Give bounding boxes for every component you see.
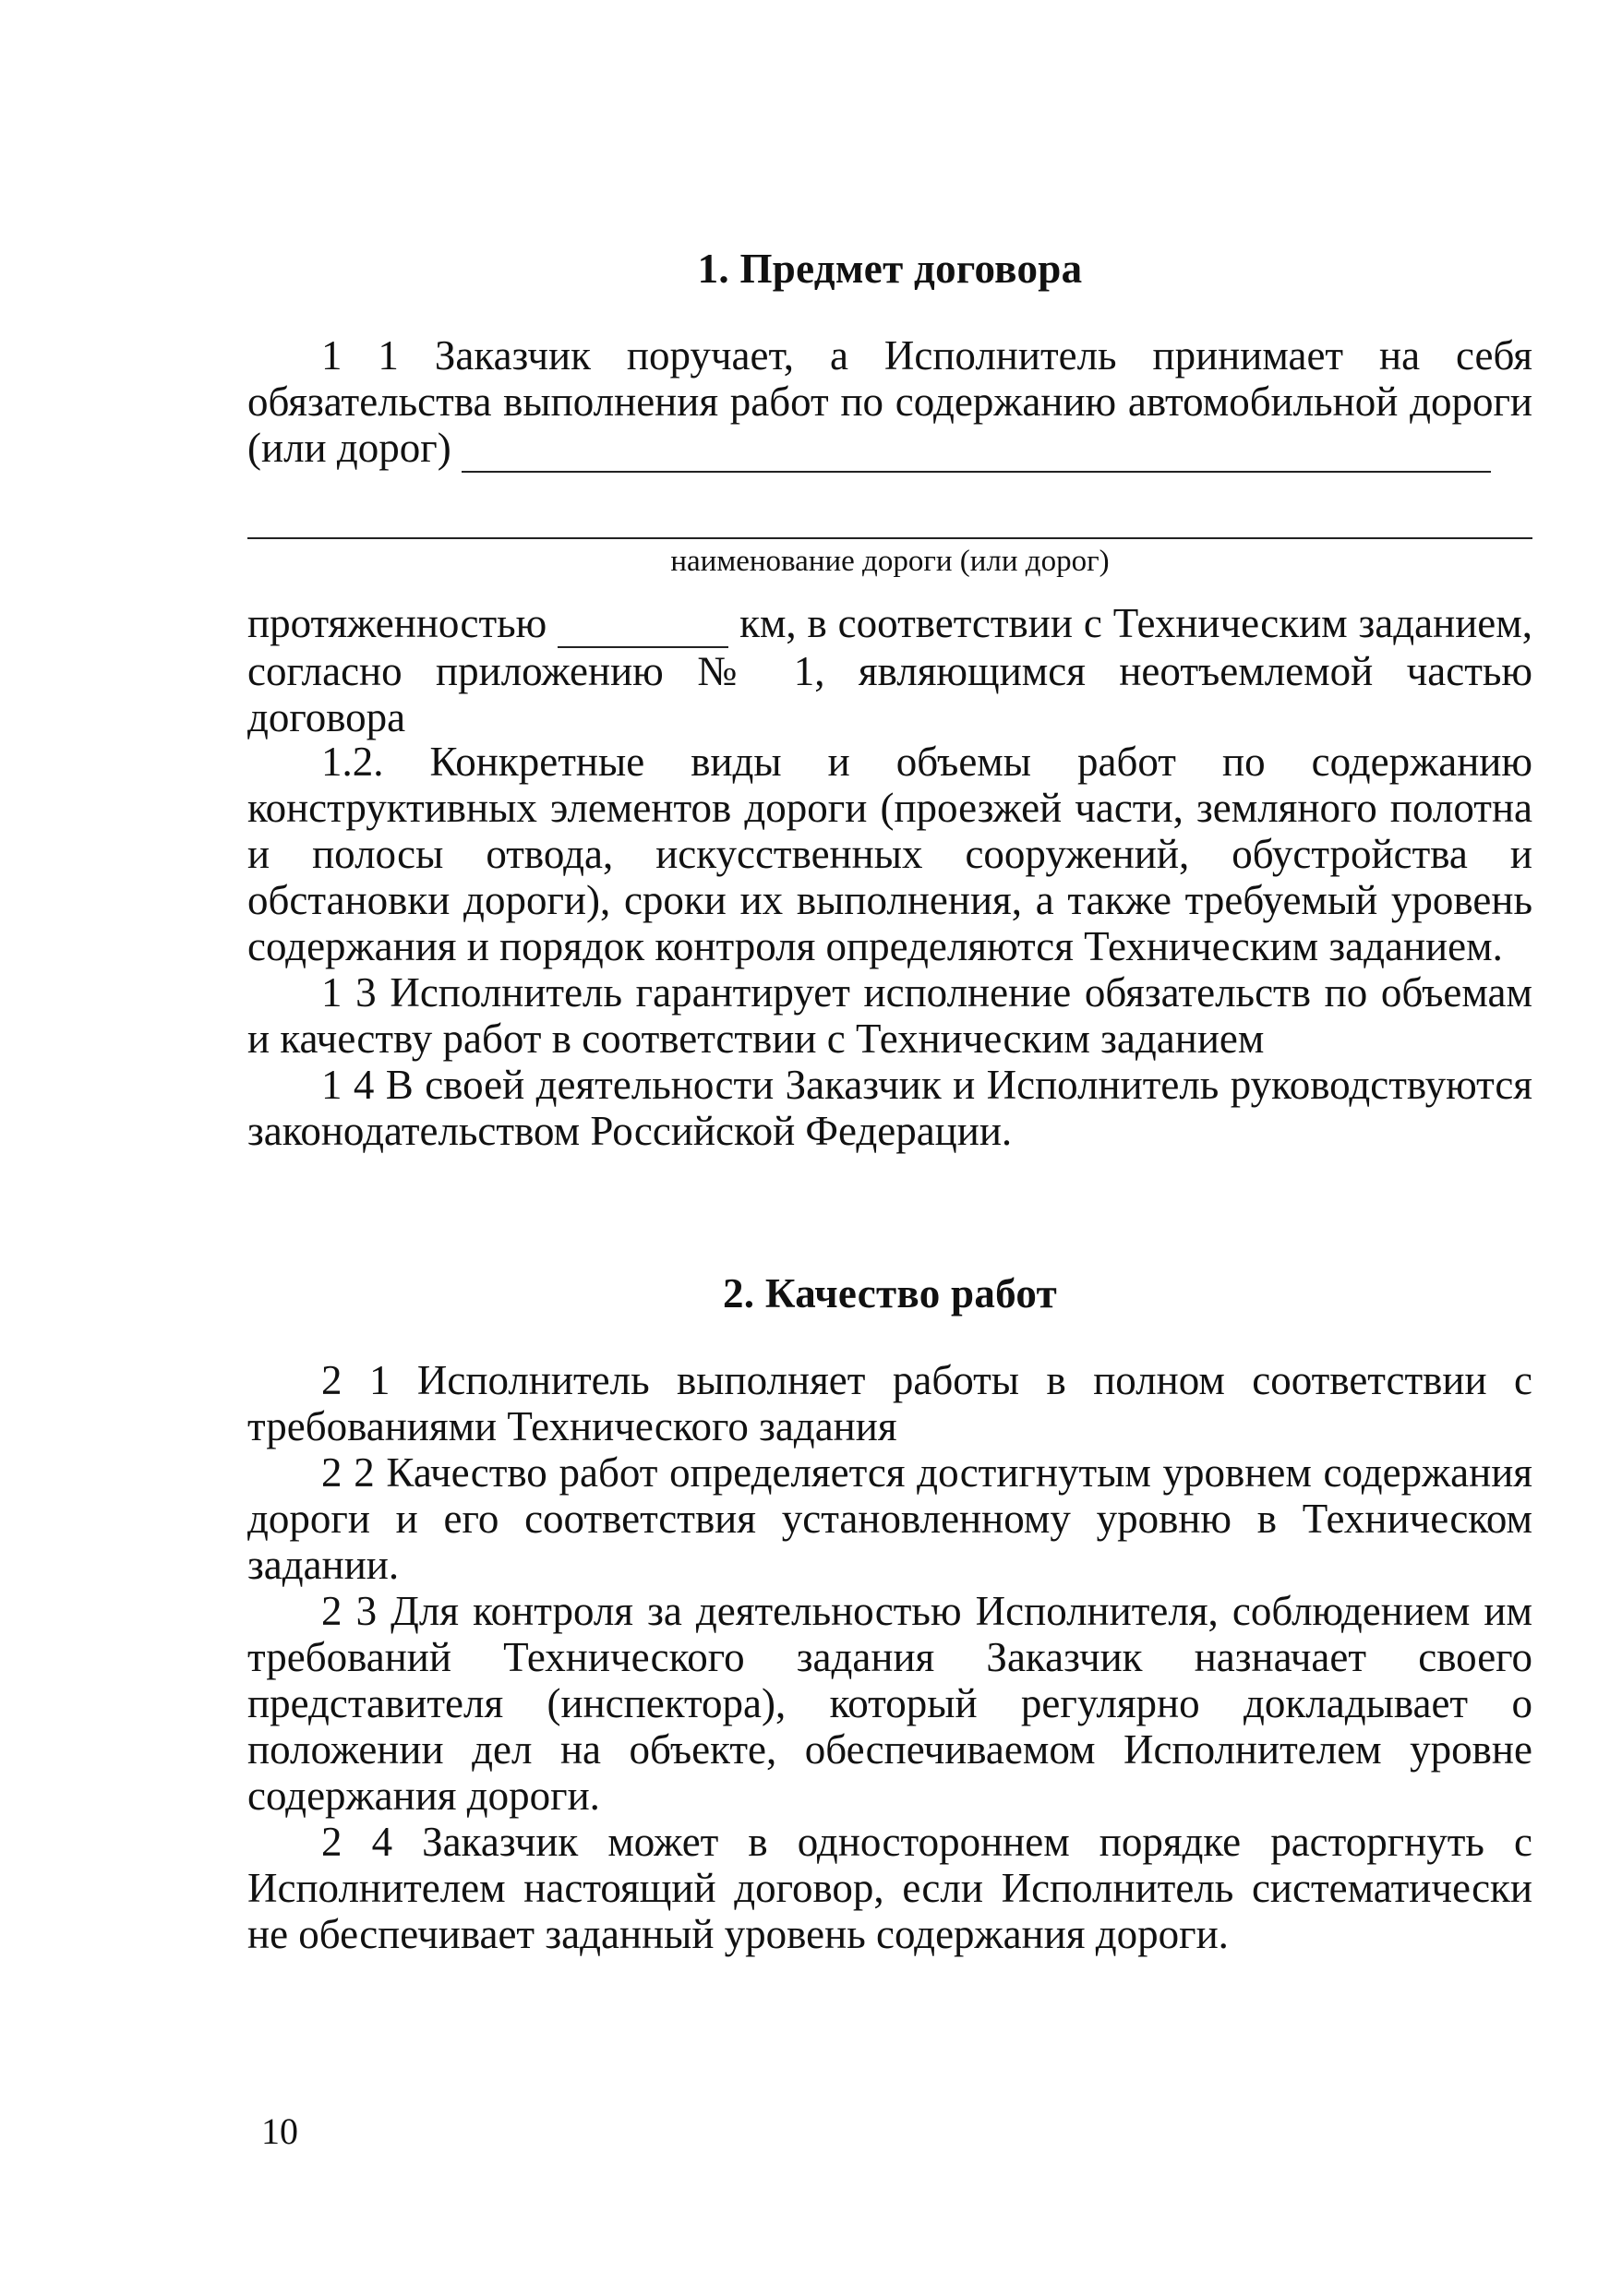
clauses-2-1-to-2-4 <box>247 1357 1532 1957</box>
road-name-rule <box>247 537 1532 539</box>
clause-1-3: 1 3 Исполнитель гарантирует исполнение обязательств по объемам и качеству работ в соответствии с Техническим заданием <box>247 969 1532 1062</box>
clause-1-1-text: 1 1 Заказчик поручает, а Исполнитель принимает на себя обязательства выполнения работ по содержанию автомобильной дороги (или дорог) <box>247 332 1532 471</box>
length-prefix: протяженностью <box>247 600 547 646</box>
length-blank <box>558 600 728 648</box>
road-name-caption: наименование дороги (или дорог) <box>670 545 1110 578</box>
page-number: 10 <box>261 2110 298 2152</box>
length-suffix: км, в соответствии с Техническим заданием, согласно приложению № 1, являющимся неотъемлемой частью договора <box>247 600 1533 740</box>
clause-1-1-continued <box>247 600 1532 740</box>
clause-2-3: 2 3 Для контроля за деятельностью Исполнителя, соблюдением им требований Технического задания Заказчик назначает своего представителя (инспектора), который регулярно докладывает о положении дел на объекте, обеспечиваемом Исполнителем уровне содержания дороги. <box>247 1588 1532 1819</box>
section-2-heading: 2. Качество работ <box>722 1270 1057 1316</box>
clauses-1-2-to-1-4 <box>247 739 1532 1154</box>
clause-2-4: 2 4 Заказчик может в одностороннем порядке расторгнуть с Исполнителем настоящий договор, если Исполнитель систематически не обеспечивает заданный уровень содержания дороги. <box>247 1819 1532 1957</box>
clause-1-1 <box>247 332 1532 473</box>
clause-1-4: 1 4 В своей деятельности Заказчик и Исполнитель руководствуются законодательством Российской Федерации. <box>247 1062 1532 1154</box>
section-1-heading: 1. Предмет договора <box>697 246 1083 292</box>
clause-2-1: 2 1 Исполнитель выполняет работы в полном соответствии с требованиями Технического задания <box>247 1357 1532 1449</box>
clause-2-2: 2 2 Качество работ определяется достигнутым уровнем содержания дороги и его соответствия установленному уровню в Техническом задании. <box>247 1449 1532 1588</box>
clause-1-2: 1.2. Конкретные виды и объемы работ по содержанию конструктивных элементов дороги (проезжей части, земляного полотна и полосы отвода, искусственных сооружений, обустройства и обстановки дороги), сроки их выполнения, а также требуемый уровень содержания и порядок контроля определяются Техническим заданием. <box>247 739 1532 969</box>
road-name-blank <box>462 425 1491 473</box>
